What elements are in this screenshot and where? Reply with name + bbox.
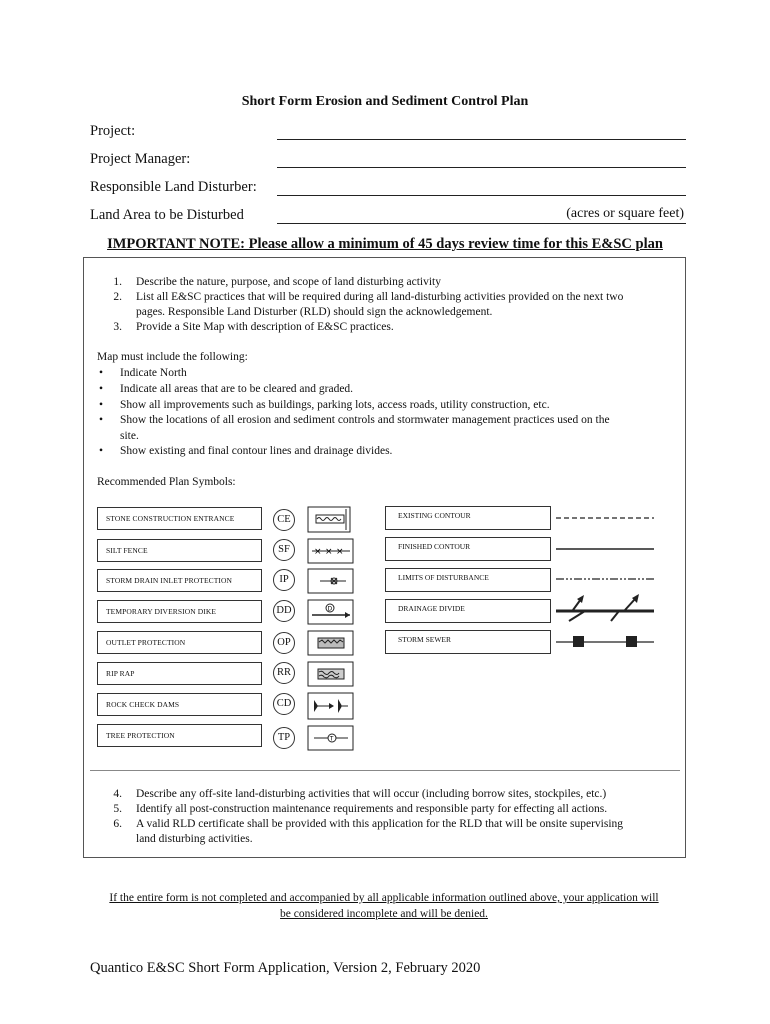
symbol-label: TREE PROTECTION: [97, 724, 262, 747]
warning-line: If the entire form is not completed and accompanied by all applicable information outlined above, your application will: [109, 892, 659, 904]
warning-line: be considered incomplete and will be denied.: [280, 908, 488, 920]
step-text: A valid RLD certificate shall be provided with this application for the RLD that will be onsite supervising: [136, 818, 624, 830]
map-item: Show existing and final contour lines and drainage divides.: [120, 445, 393, 457]
step-number: 1.: [113, 276, 122, 288]
incomplete-warning: [84, 890, 684, 922]
project-manager-label: Project Manager:: [90, 151, 191, 167]
step-number: 4.: [113, 788, 122, 800]
symbol-label: TEMPORARY DIVERSION DIKE: [97, 600, 262, 623]
step-number: 3.: [113, 321, 122, 333]
step-text-continued: pages. Responsible Land Disturber (RLD) should sign the acknowledgement.: [136, 306, 493, 318]
symbol-label: OUTLET PROTECTION: [97, 631, 262, 654]
step-text: List all E&SC practices that will be required during all land-disturbing activities provided on the next two: [136, 291, 624, 303]
symbol-code: IP: [273, 569, 295, 591]
outlet-protection-icon: [306, 629, 356, 657]
drainage-divide-icon: [553, 590, 659, 626]
version-footer: Quantico E&SC Short Form Application, Version 2, February 2020: [90, 960, 481, 976]
step-text-continued: land disturbing activities.: [136, 833, 253, 845]
land-area-label: Land Area to be Disturbed: [90, 207, 244, 223]
symbol-label: STORM SEWER: [385, 630, 551, 654]
map-item: Indicate North: [120, 367, 187, 379]
map-item: Indicate all areas that are to be cleared and graded.: [120, 383, 354, 395]
finished-contour-icon: [553, 541, 659, 557]
map-item-continued: site.: [120, 430, 139, 442]
symbol-code: RR: [273, 662, 295, 684]
svg-text:×: ×: [325, 547, 333, 557]
svg-text:×: ×: [314, 547, 322, 557]
symbol-code: TP: [273, 727, 295, 749]
step-text: Describe any off-site land-disturbing activities that will occur (including borrow sites, stockpiles, etc.): [136, 788, 607, 800]
symbol-label: EXISTING CONTOUR: [385, 506, 551, 530]
project-field[interactable]: [277, 125, 686, 140]
step-number: 6.: [113, 818, 122, 830]
silt-fence-icon: [306, 537, 356, 565]
land-area-unit: (acres or square feet): [566, 206, 684, 221]
symbol-label: SILT FENCE: [97, 539, 262, 562]
tree-glyph-label: T: [329, 735, 334, 743]
step-text: Provide a Site Map with description of E&SC practices.: [136, 321, 394, 333]
symbol-code: DD: [273, 600, 295, 622]
symbol-label: RIP RAP: [97, 662, 262, 685]
diversion-dike-icon: [306, 598, 356, 626]
symbol-code: SF: [273, 539, 295, 561]
existing-contour-icon: [553, 510, 659, 526]
divider: [90, 770, 680, 771]
symbol-code: CD: [273, 693, 295, 715]
symbol-label: FINISHED CONTOUR: [385, 537, 551, 561]
storm-sewer-icon: [553, 632, 659, 652]
project-manager-field[interactable]: [277, 153, 686, 168]
step-text: Identify all post-construction maintenance requirements and responsible party for effecting all actions.: [136, 803, 608, 815]
bullet: •: [98, 383, 104, 395]
bullet: •: [98, 445, 104, 457]
step-number: 2.: [113, 291, 122, 303]
bullet: •: [98, 399, 104, 411]
symbol-code: OP: [273, 632, 295, 654]
symbol-label: DRAINAGE DIVIDE: [385, 599, 551, 623]
rip-rap-icon: [306, 660, 356, 688]
dike-glyph-label: D: [327, 605, 333, 613]
responsible-land-disturber-label: Responsible Land Disturber:: [90, 179, 257, 195]
responsible-land-disturber-field[interactable]: [277, 181, 686, 196]
rock-check-dam-icon: [306, 691, 356, 721]
symbol-label: ROCK CHECK DAMS: [97, 693, 262, 716]
symbol-code: CE: [273, 509, 295, 531]
map-item: Show the locations of all erosion and sediment controls and stormwater management practices used on the: [120, 414, 610, 426]
map-item: Show all improvements such as buildings, parking lots, access roads, utility construction, etc.: [120, 399, 550, 411]
important-note: IMPORTANT NOTE: Please allow a minimum of 45 days review time for this E&SC plan: [107, 236, 663, 252]
bullet: •: [98, 367, 104, 379]
svg-text:×: ×: [336, 547, 344, 557]
project-label: Project:: [90, 123, 136, 139]
symbol-label: STONE CONSTRUCTION ENTRANCE: [97, 507, 262, 530]
symbol-label: STORM DRAIN INLET PROTECTION: [97, 569, 262, 592]
symbol-label: LIMITS OF DISTURBANCE: [385, 568, 551, 592]
step-text: Describe the nature, purpose, and scope of land disturbing activity: [136, 276, 441, 288]
limits-of-disturbance-icon: [553, 571, 659, 587]
bullet: •: [98, 414, 104, 426]
map-heading: Map must include the following:: [97, 351, 248, 363]
symbols-heading: Recommended Plan Symbols:: [97, 476, 236, 488]
stone-entrance-icon: [306, 505, 354, 535]
step-number: 5.: [113, 803, 122, 815]
form-title: Short Form Erosion and Sediment Control Plan: [241, 94, 529, 109]
inlet-protection-icon: [306, 567, 356, 595]
tree-protection-icon: [306, 724, 356, 752]
